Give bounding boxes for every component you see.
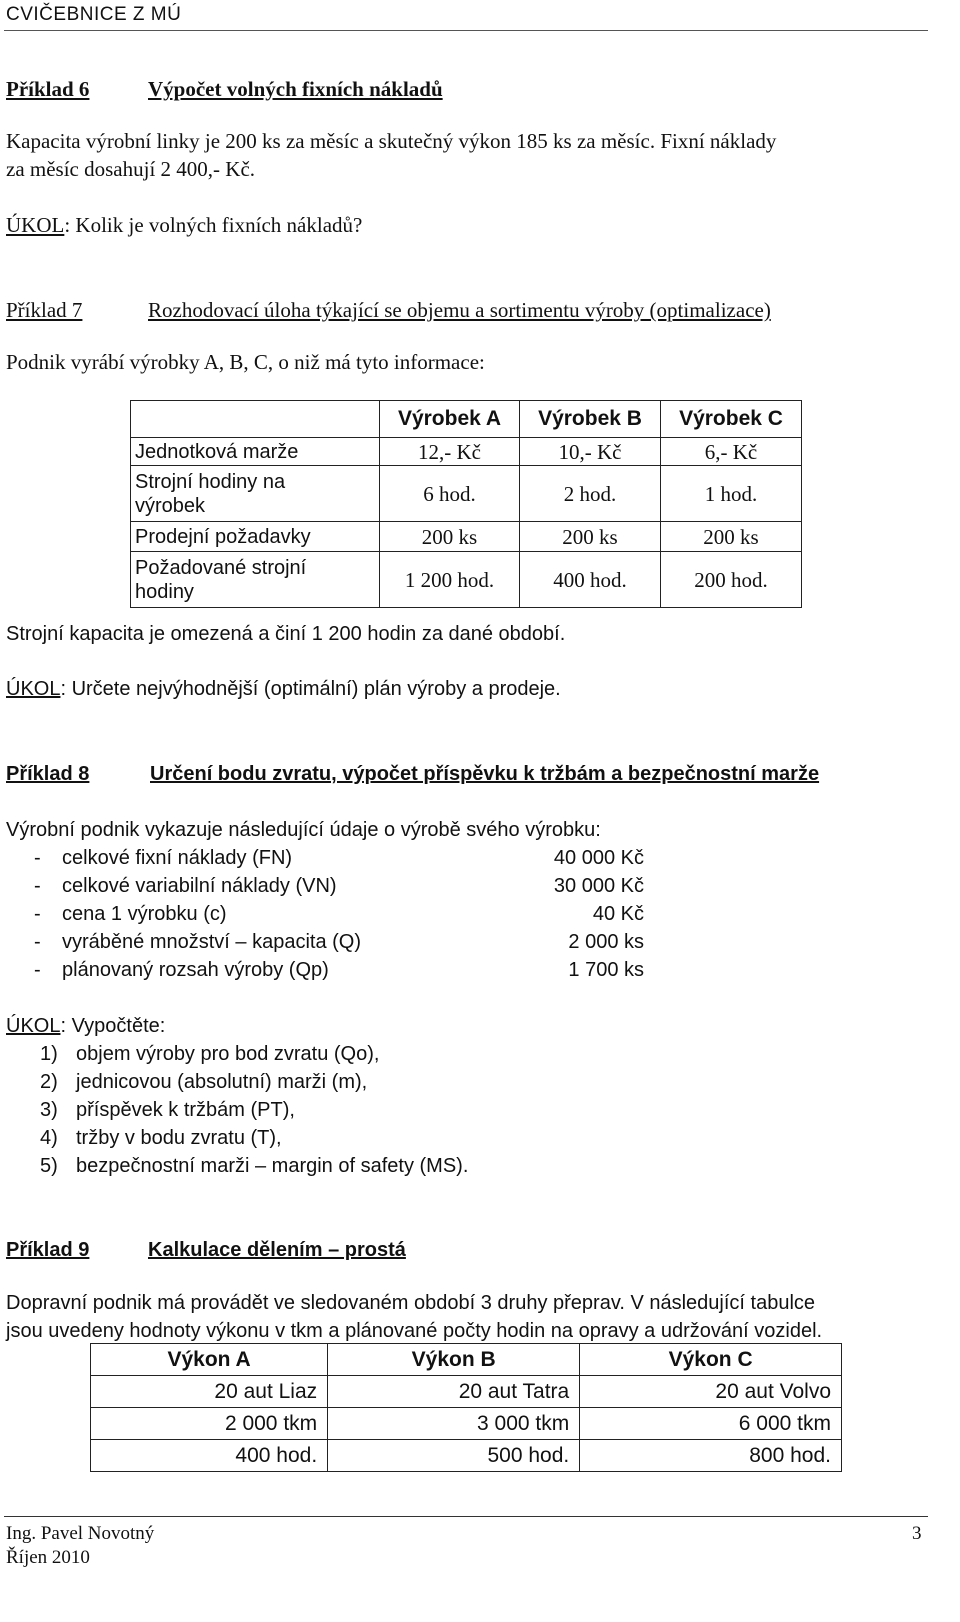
example-6-label: Příklad 6: [6, 77, 90, 101]
example-9-table: [90, 1343, 842, 1472]
table-cell: 800 hod.: [580, 1440, 842, 1472]
table-cell: 20 aut Volvo: [580, 1376, 842, 1408]
data-name: cena 1 výrobku (c): [62, 903, 227, 925]
table-row: [131, 438, 802, 466]
table-row: [131, 552, 802, 608]
task-item: příspěvek k tržbám (PT),: [76, 1099, 295, 1121]
footer-rule: [4, 1516, 928, 1517]
example-8-title: Určení bodu zvratu, výpočet příspěvku k tržbám a bezpečnostní marže: [150, 763, 820, 785]
table-cell: 6,- Kč: [661, 438, 802, 466]
table-header-row: [131, 401, 802, 438]
footer-author: Ing. Pavel Novotný: [6, 1523, 155, 1544]
data-name: celkové fixní náklady (FN): [62, 847, 293, 869]
table-cell: 20 aut Tatra: [328, 1376, 580, 1408]
example-8-label: Příklad 8: [6, 763, 90, 785]
example-6-text-line2: za měsíc dosahují 2 400,- Kč.: [6, 157, 256, 181]
table-cell: 200 ks: [661, 522, 802, 552]
table-header-cell: Výrobek B: [520, 401, 661, 438]
data-value: 2 000 ks: [568, 931, 644, 953]
task-text: : Určete nejvýhodnější (optimální) plán výroby a prodeje.: [60, 678, 561, 700]
task-item: tržby v bodu zvratu (T),: [76, 1127, 282, 1149]
data-dash: -: [34, 847, 41, 869]
table-row: [131, 466, 802, 522]
example-9-text-line2: jsou uvedeny hodnoty výkonu v tkm a plánované počty hodin na opravy a udržování vozidel.: [6, 1320, 823, 1342]
example-8-intro: Výrobní podnik vykazuje následující údaje o výrobě svého výrobku:: [6, 819, 601, 841]
example-6-task: [6, 212, 362, 238]
example-7-title: Rozhodovací úloha týkající se objemu a sortimentu výroby (optimalizace): [148, 298, 771, 322]
table-header-row: [91, 1344, 842, 1376]
table-cell: 2 hod.: [520, 466, 661, 522]
table-cell: 6 hod.: [380, 466, 520, 522]
table-cell: 12,- Kč: [380, 438, 520, 466]
task-number: 5): [40, 1155, 58, 1177]
data-value: 40 Kč: [592, 903, 644, 925]
task-text: : Vypočtěte:: [60, 1015, 166, 1037]
example-7-note: Strojní kapacita je omezená a činí 1 200 hodin za dané období.: [6, 623, 566, 645]
table-row-label: Požadované strojní hodiny: [131, 552, 380, 608]
table-header-cell: Výkon A: [91, 1344, 328, 1376]
example-7-table: [130, 400, 802, 608]
task-item: jednicovou (absolutní) marži (m),: [76, 1071, 368, 1093]
table-cell: 1 hod.: [661, 466, 802, 522]
table-header-cell: Výkon C: [580, 1344, 842, 1376]
table-header-cell: [131, 401, 380, 438]
example-7-intro: Podnik vyrábí výrobky A, B, C, o niž má tyto informace:: [6, 350, 485, 374]
table-cell: 20 aut Liaz: [91, 1376, 328, 1408]
running-header: CVIČEBNICE Z MÚ: [6, 4, 182, 25]
table-header-cell: Výkon B: [328, 1344, 580, 1376]
task-number: 1): [40, 1043, 58, 1065]
task-label: ÚKOL: [6, 678, 61, 700]
page-number: 3: [912, 1523, 922, 1544]
table-row: [91, 1376, 842, 1408]
data-dash: -: [34, 903, 41, 925]
table-cell: 1 200 hod.: [380, 552, 520, 608]
table-cell: 500 hod.: [328, 1440, 580, 1472]
task-number: 3): [40, 1099, 58, 1121]
table-cell: 200 ks: [520, 522, 661, 552]
table-row: [91, 1440, 842, 1472]
table-cell: 200 ks: [380, 522, 520, 552]
table-cell: 400 hod.: [520, 552, 661, 608]
footer-date: Říjen 2010: [6, 1547, 90, 1568]
table-cell: 400 hod.: [91, 1440, 328, 1472]
example-7-task: [6, 676, 561, 702]
table-row-label: Strojní hodiny na výrobek: [131, 466, 380, 522]
task-number: 4): [40, 1127, 58, 1149]
data-dash: -: [34, 959, 41, 981]
data-value: 30 000 Kč: [553, 875, 644, 897]
data-value: 40 000 Kč: [553, 847, 644, 869]
table-row-label: Prodejní požadavky: [131, 522, 380, 552]
data-name: celkové variabilní náklady (VN): [62, 875, 337, 897]
example-7-label: Příklad 7: [6, 298, 83, 322]
table-cell: 200 hod.: [661, 552, 802, 608]
header-rule: [4, 30, 928, 31]
task-number: 2): [40, 1071, 58, 1093]
example-9-title: Kalkulace dělením – prostá: [148, 1239, 406, 1261]
example-6-title: Výpočet volných fixních nákladů: [148, 77, 443, 101]
table-cell: 3 000 tkm: [328, 1408, 580, 1440]
table-cell: 2 000 tkm: [91, 1408, 328, 1440]
table-cell: 10,- Kč: [520, 438, 661, 466]
data-value: 1 700 ks: [568, 959, 644, 981]
data-dash: -: [34, 931, 41, 953]
task-item: bezpečnostní marži – margin of safety (MS).: [76, 1155, 469, 1177]
table-header-cell: Výrobek A: [380, 401, 520, 438]
table-row: [131, 522, 802, 552]
data-dash: -: [34, 875, 41, 897]
task-text: : Kolik je volných fixních nákladů?: [64, 213, 363, 237]
task-item: objem výroby pro bod zvratu (Qo),: [76, 1043, 380, 1065]
task-label: ÚKOL: [6, 213, 65, 237]
table-header-cell: Výrobek C: [661, 401, 802, 438]
table-cell: 6 000 tkm: [580, 1408, 842, 1440]
example-9-label: Příklad 9: [6, 1239, 90, 1261]
table-row: [91, 1408, 842, 1440]
example-8-task: [6, 1013, 165, 1039]
data-name: plánovaný rozsah výroby (Qp): [62, 959, 329, 981]
example-6-text-line1: Kapacita výrobní linky je 200 ks za měsíc a skutečný výkon 185 ks za měsíc. Fixní náklady: [6, 129, 777, 153]
example-9-text-line1: Dopravní podnik má provádět ve sledovaném období 3 druhy přeprav. V následující tabulce: [6, 1292, 816, 1314]
data-name: vyráběné množství – kapacita (Q): [62, 931, 362, 953]
task-label: ÚKOL: [6, 1015, 61, 1037]
table-row-label: Jednotková marže: [131, 438, 380, 466]
